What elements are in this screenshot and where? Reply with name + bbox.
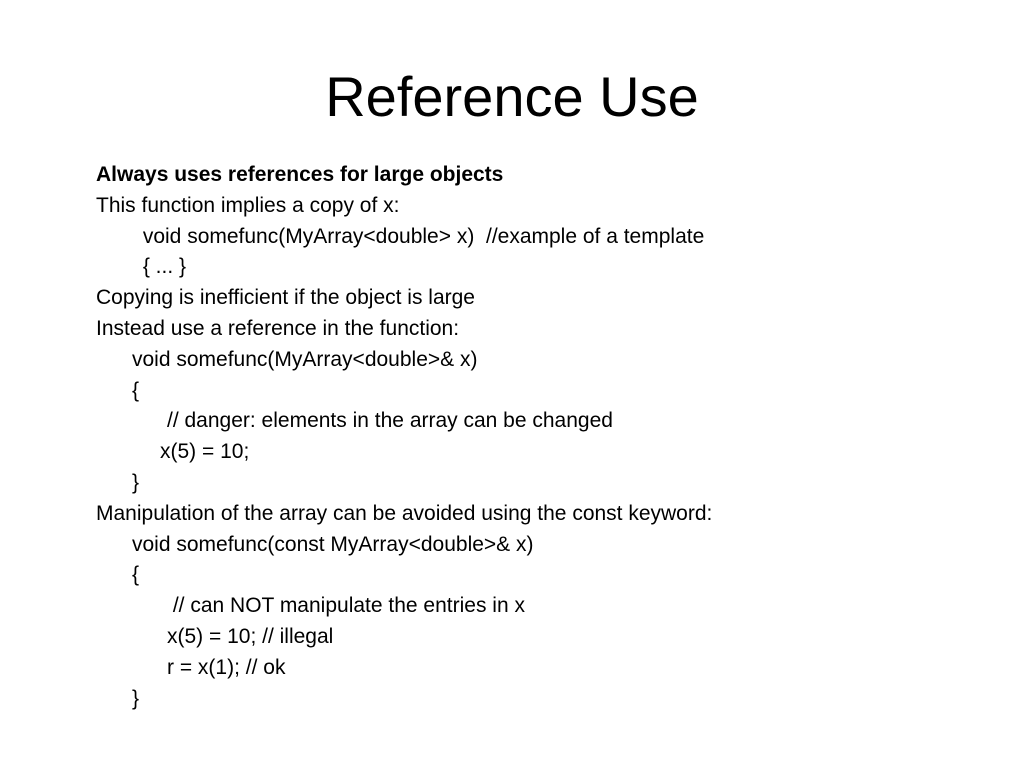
code-line: void somefunc(const MyArray<double>& x) [132,532,534,556]
body-line: Manipulation of the array can be avoided using the const keyword: [96,501,713,525]
slide-body [96,160,996,714]
code-comment-line: // can NOT manipulate the entries in x [167,594,525,618]
code-line: } [132,686,140,710]
code-line: { ... } [137,255,187,279]
code-line: x(5) = 10; [160,440,250,464]
code-line: } [132,470,140,494]
code-line: x(5) = 10; // illegal [167,624,334,648]
code-line: void somefunc(MyArray<double>& x) [132,347,478,371]
body-line: Instead use a reference in the function: [96,316,460,340]
body-line: Copying is inefficient if the object is large [96,286,475,310]
slide-title: Reference Use [325,65,699,128]
code-line: { [132,563,140,587]
code-comment-line: // danger: elements in the array can be changed [167,409,613,433]
body-line-heading: Always uses references for large objects [96,163,504,186]
code-line: void somefunc(MyArray<double> x) //example of a template [137,224,705,248]
code-line: r = x(1); // ok [167,655,286,679]
body-line: This function implies a copy of x: [96,193,400,217]
code-line: { [132,378,140,402]
